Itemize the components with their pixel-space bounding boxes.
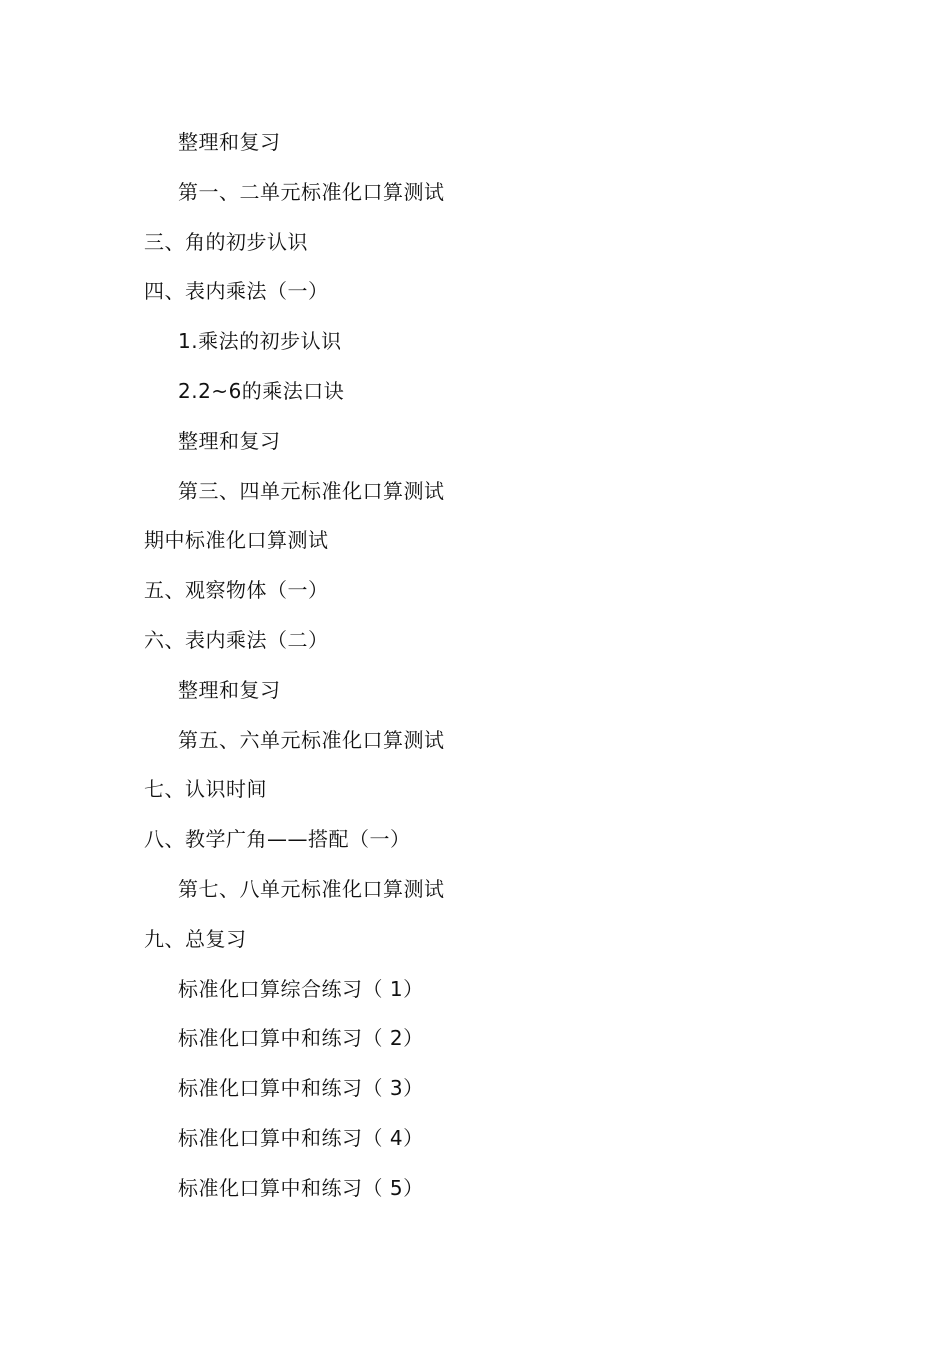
table-of-contents	[0, 118, 950, 1214]
toc-entry-practice-4: 标准化口算中和练习（ 4）	[178, 1125, 424, 1150]
toc-heading-unit-7: 七、认识时间	[144, 777, 267, 802]
toc-entry-multiplication-intro: 1.乘法的初步认识	[178, 329, 342, 354]
toc-entry-practice-2: 标准化口算中和练习（ 2）	[178, 1026, 424, 1051]
toc-heading-midterm-test: 期中标准化口算测试	[144, 528, 329, 553]
toc-heading-unit-6: 六、表内乘法（二）	[144, 627, 329, 652]
toc-heading-unit-5: 五、观察物体（一）	[144, 578, 329, 603]
toc-heading-unit-3: 三、角的初步认识	[144, 229, 308, 254]
toc-entry-unit-3-4-test: 第三、四单元标准化口算测试	[178, 478, 445, 503]
toc-entry-review-1: 整理和复习	[178, 130, 281, 154]
toc-entry-review-3: 整理和复习	[178, 677, 281, 702]
toc-entry-multiplication-rhymes: 2.2~6的乘法口诀	[178, 378, 345, 403]
toc-entry-unit-1-2-test: 第一、二单元标准化口算测试	[178, 179, 445, 204]
toc-entry-review-2: 整理和复习	[178, 428, 281, 453]
toc-entry-practice-3: 标准化口算中和练习（ 3）	[178, 1076, 424, 1101]
toc-entry-unit-7-8-test: 第七、八单元标准化口算测试	[178, 876, 445, 901]
toc-heading-unit-8: 八、教学广角——搭配（一）	[144, 827, 411, 852]
toc-heading-unit-9: 九、总复习	[144, 926, 247, 951]
toc-heading-unit-4: 四、表内乘法（一）	[144, 279, 329, 304]
toc-entry-unit-5-6-test: 第五、六单元标准化口算测试	[178, 727, 445, 752]
toc-entry-practice-5: 标准化口算中和练习（ 5）	[178, 1175, 424, 1200]
toc-entry-practice-1: 标准化口算综合练习（ 1）	[178, 976, 424, 1001]
